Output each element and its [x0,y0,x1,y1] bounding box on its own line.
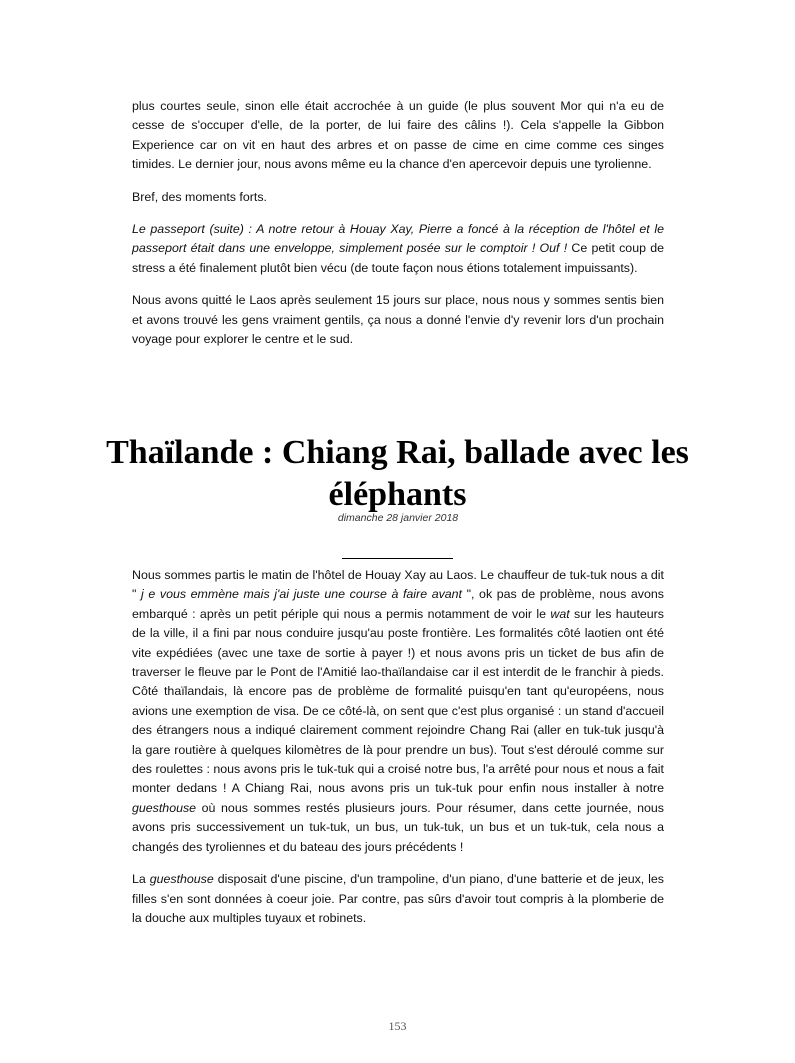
paragraph-moments-forts: Bref, des moments forts. [132,189,267,204]
page-number: 153 [388,1019,407,1033]
text-segment: où nous sommes restés plusieurs jours. Pour résumer, dans cette journée, nous avons pris successivement un tuk-tuk, un bus, un tuk-tuk, un bus et un tuk-tuk, cela nous a changés des tyroliennes et du bateau des jours précédents ! [132,800,664,854]
paragraph-guesthouse [132,870,664,928]
text-segment: sur les hauteurs de la ville, il a fini par nous conduire jusqu'au poste frontière. Les formalités côté laotien ont été vite expédiées (avec une taxe de sortie à payer !) et nous avons pris un ticket de bus afin de traverser le fleuve par le Pont de l'Amitié lao-thaïlandaise car il est interdit de le franchir à pieds. Côté thaïlandais, là encore pas de problème de formalité puisqu'en tant qu'européens, nous avions une exemption de visa. De ce côté-là, on sent que c'est plus organisé : un stand d'accueil des étrangers nous a indiqué clairement comment rejoindre Chang Rai (aller en tuk-tuk jusqu'à la gare routière à quelques kilomètres de là pour prendre un bus). Tout s'est déroulé comme sur des roulettes : nous avons pris le tuk-tuk qui a croisé notre bus, l'a arrêté pour nous et nous a fait monter dedans ! A Chiang Rai, nous avons pris un tuk-tuk pour enfin nous installer à notre [132,606,664,796]
title-divider [342,558,453,559]
guesthouse-word: guesthouse [149,872,214,887]
paragraph-quitte-laos: Nous avons quitté le Laos après seulement 15 jours sur place, nous nous y sommes sentis bien et avons trouvé les gens vraiment gentils, ça nous a donné l'envie d'y revenir lors d'un prochain voyage pour explorer le centre et le sud. [132,293,664,347]
guesthouse-word: guesthouse [132,800,197,815]
wat-word: wat [550,606,570,621]
article-body [132,566,664,941]
paragraph-frontiere [132,566,664,857]
paragraph-passeport [132,220,664,278]
text-segment: La [132,872,150,887]
text-segment: disposait d'une piscine, d'un trampoline, d'un piano, d'une batterie et de jeux, les filles s'en sont données à coeur joie. Par contre, pas sûrs d'avoir tout compris à la plomberie de la douche aux multiples tuyaux et robinets. [132,872,664,925]
article-title: Thaïlande : Chiang Rai, ballade avec les éléphants [106,434,689,513]
text-segment: ", ok pas de problème, nous avons embarqué : après un petit périple qui nous a permis notamment de voir le [132,587,664,621]
article-date: dimanche 28 janvier 2018 [337,512,459,524]
passeport-rest-text: Ce petit coup de stress a été finalement plutôt bien vécu (de toute façon nous étions totalement impuissants). [132,241,665,275]
passeport-italic-text: Le passeport (suite) : A notre retour à Houay Xay, Pierre a foncé à la réception de l'hôtel et le passeport était dans une enveloppe, simplement posée sur le comptoir ! Ouf ! [132,222,664,256]
paragraph-gibbon-experience: plus courtes seule, sinon elle était accrochée à un guide (le plus souvent Mor qui n'a eu de cesse de s'occuper d'elle, de la porter, de lui faire des câlins !). Cela s'appelle la Gibbon Experience car on vit en haut des arbres et on passe de cime en cime comme ces singes timides. Le dernier jour, nous avons même eu la chance d'en apercevoir depuis une tyrolienne. [132,99,664,172]
previous-article-text [132,97,664,362]
text-segment: Nous sommes partis le matin de l'hôtel de Houay Xay au Laos. Le chauffeur de tuk-tuk nous a dit " [132,568,664,602]
driver-quote: j e vous emmène mais j'ai juste une course à faire avant [141,587,462,602]
